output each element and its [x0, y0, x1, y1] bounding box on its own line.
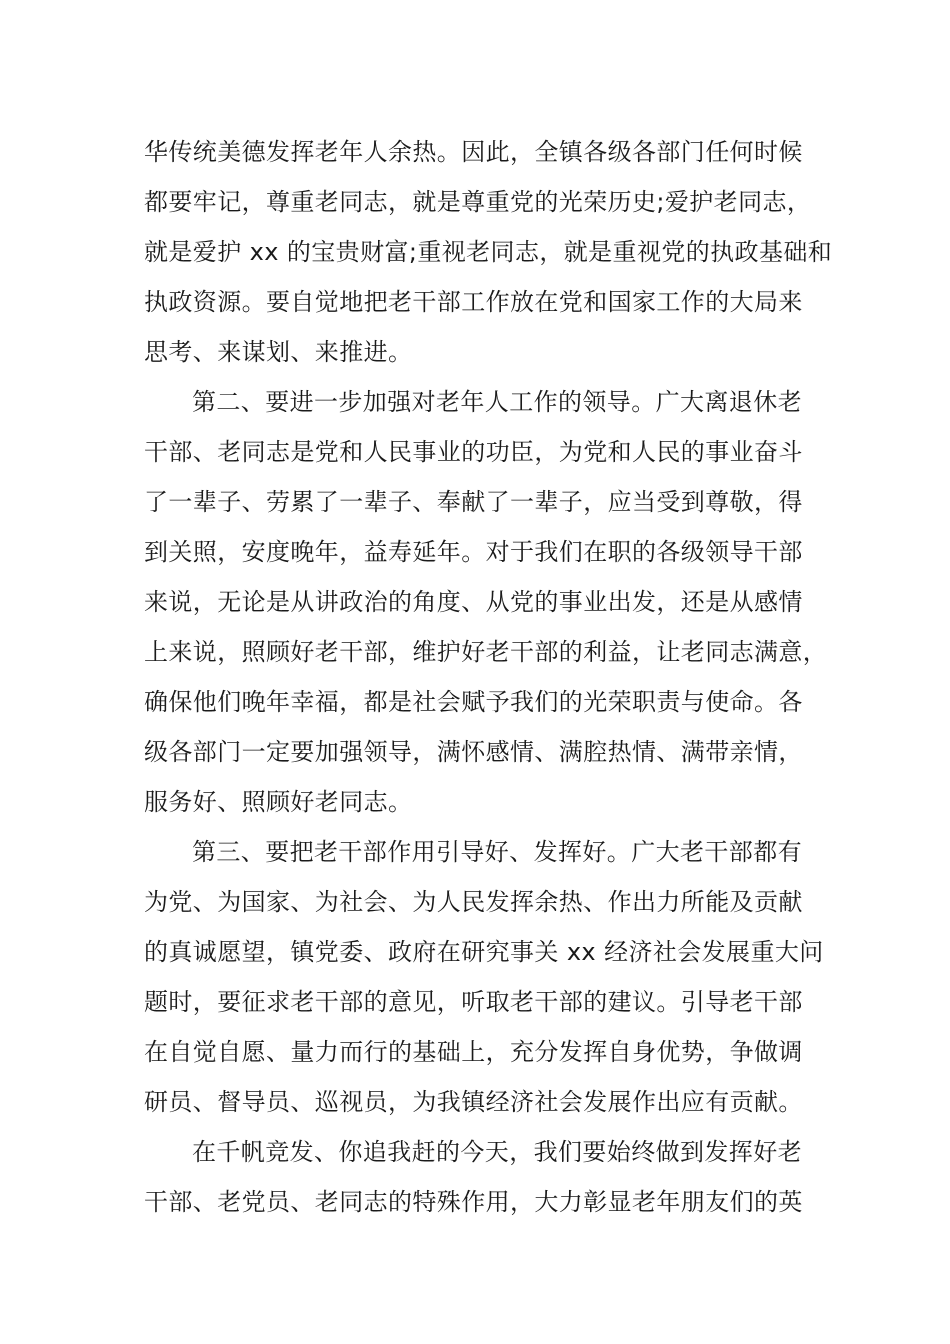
text-line: 为党、为国家、为社会、为人民发挥余热、作出力所能及贡献 — [144, 888, 803, 916]
paragraph-start: 第二、要进一步加强对老年人工作的领导。广大离退休老 — [192, 388, 802, 416]
text-line: 了一辈子、劳累了一辈子、奉献了一辈子，应当受到尊敬，得 — [144, 488, 803, 516]
text-line: 研员、督导员、巡视员，为我镇经济社会发展作出应有贡献。 — [144, 1088, 803, 1116]
text-line: 就是爱护 xx 的宝贵财富;重视老同志，就是重视党的执政基础和 — [144, 238, 833, 266]
text-line: 干部、老同志是党和人民事业的功臣，为党和人民的事业奋斗 — [144, 438, 803, 466]
text-line: 都要牢记，尊重老同志，就是尊重党的光荣历史;爱护老同志， — [144, 188, 812, 216]
text-line: 到关照，安度晚年，益寿延年。对于我们在职的各级领导干部 — [144, 538, 803, 566]
text-line: 题时，要征求老干部的意见，听取老干部的建议。引导老干部 — [144, 988, 803, 1016]
text-line: 在自觉自愿、量力而行的基础上，充分发挥自身优势，争做调 — [144, 1038, 803, 1066]
text-line: 华传统美德发挥老年人余热。因此，全镇各级各部门任何时候 — [144, 138, 803, 166]
text-line: 思考、来谋划、来推进。 — [144, 338, 413, 366]
text-line: 上来说，照顾好老干部，维护好老干部的利益，让老同志满意， — [144, 638, 828, 666]
paragraph-start: 第三、要把老干部作用引导好、发挥好。广大老干部都有 — [192, 838, 802, 866]
text-line: 执政资源。要自觉地把老干部工作放在党和国家工作的大局来 — [144, 288, 803, 316]
text-line: 来说，无论是从讲政治的角度、从党的事业出发，还是从感情 — [144, 588, 803, 616]
text-line: 干部、老党员、老同志的特殊作用，大力彰显老年朋友们的英 — [144, 1188, 803, 1216]
text-line: 确保他们晚年幸福，都是社会赋予我们的光荣职责与使命。各 — [144, 688, 803, 716]
text-line: 服务好、照顾好老同志。 — [144, 788, 413, 816]
text-line: 的真诚愿望，镇党委、政府在研究事关 xx 经济社会发展重大问 — [144, 938, 824, 966]
paragraph-start: 在千帆竞发、你追我赶的今天，我们要始终做到发挥好老 — [192, 1138, 802, 1166]
text-line: 级各部门一定要加强领导，满怀感情、满腔热情、满带亲情， — [144, 738, 803, 766]
